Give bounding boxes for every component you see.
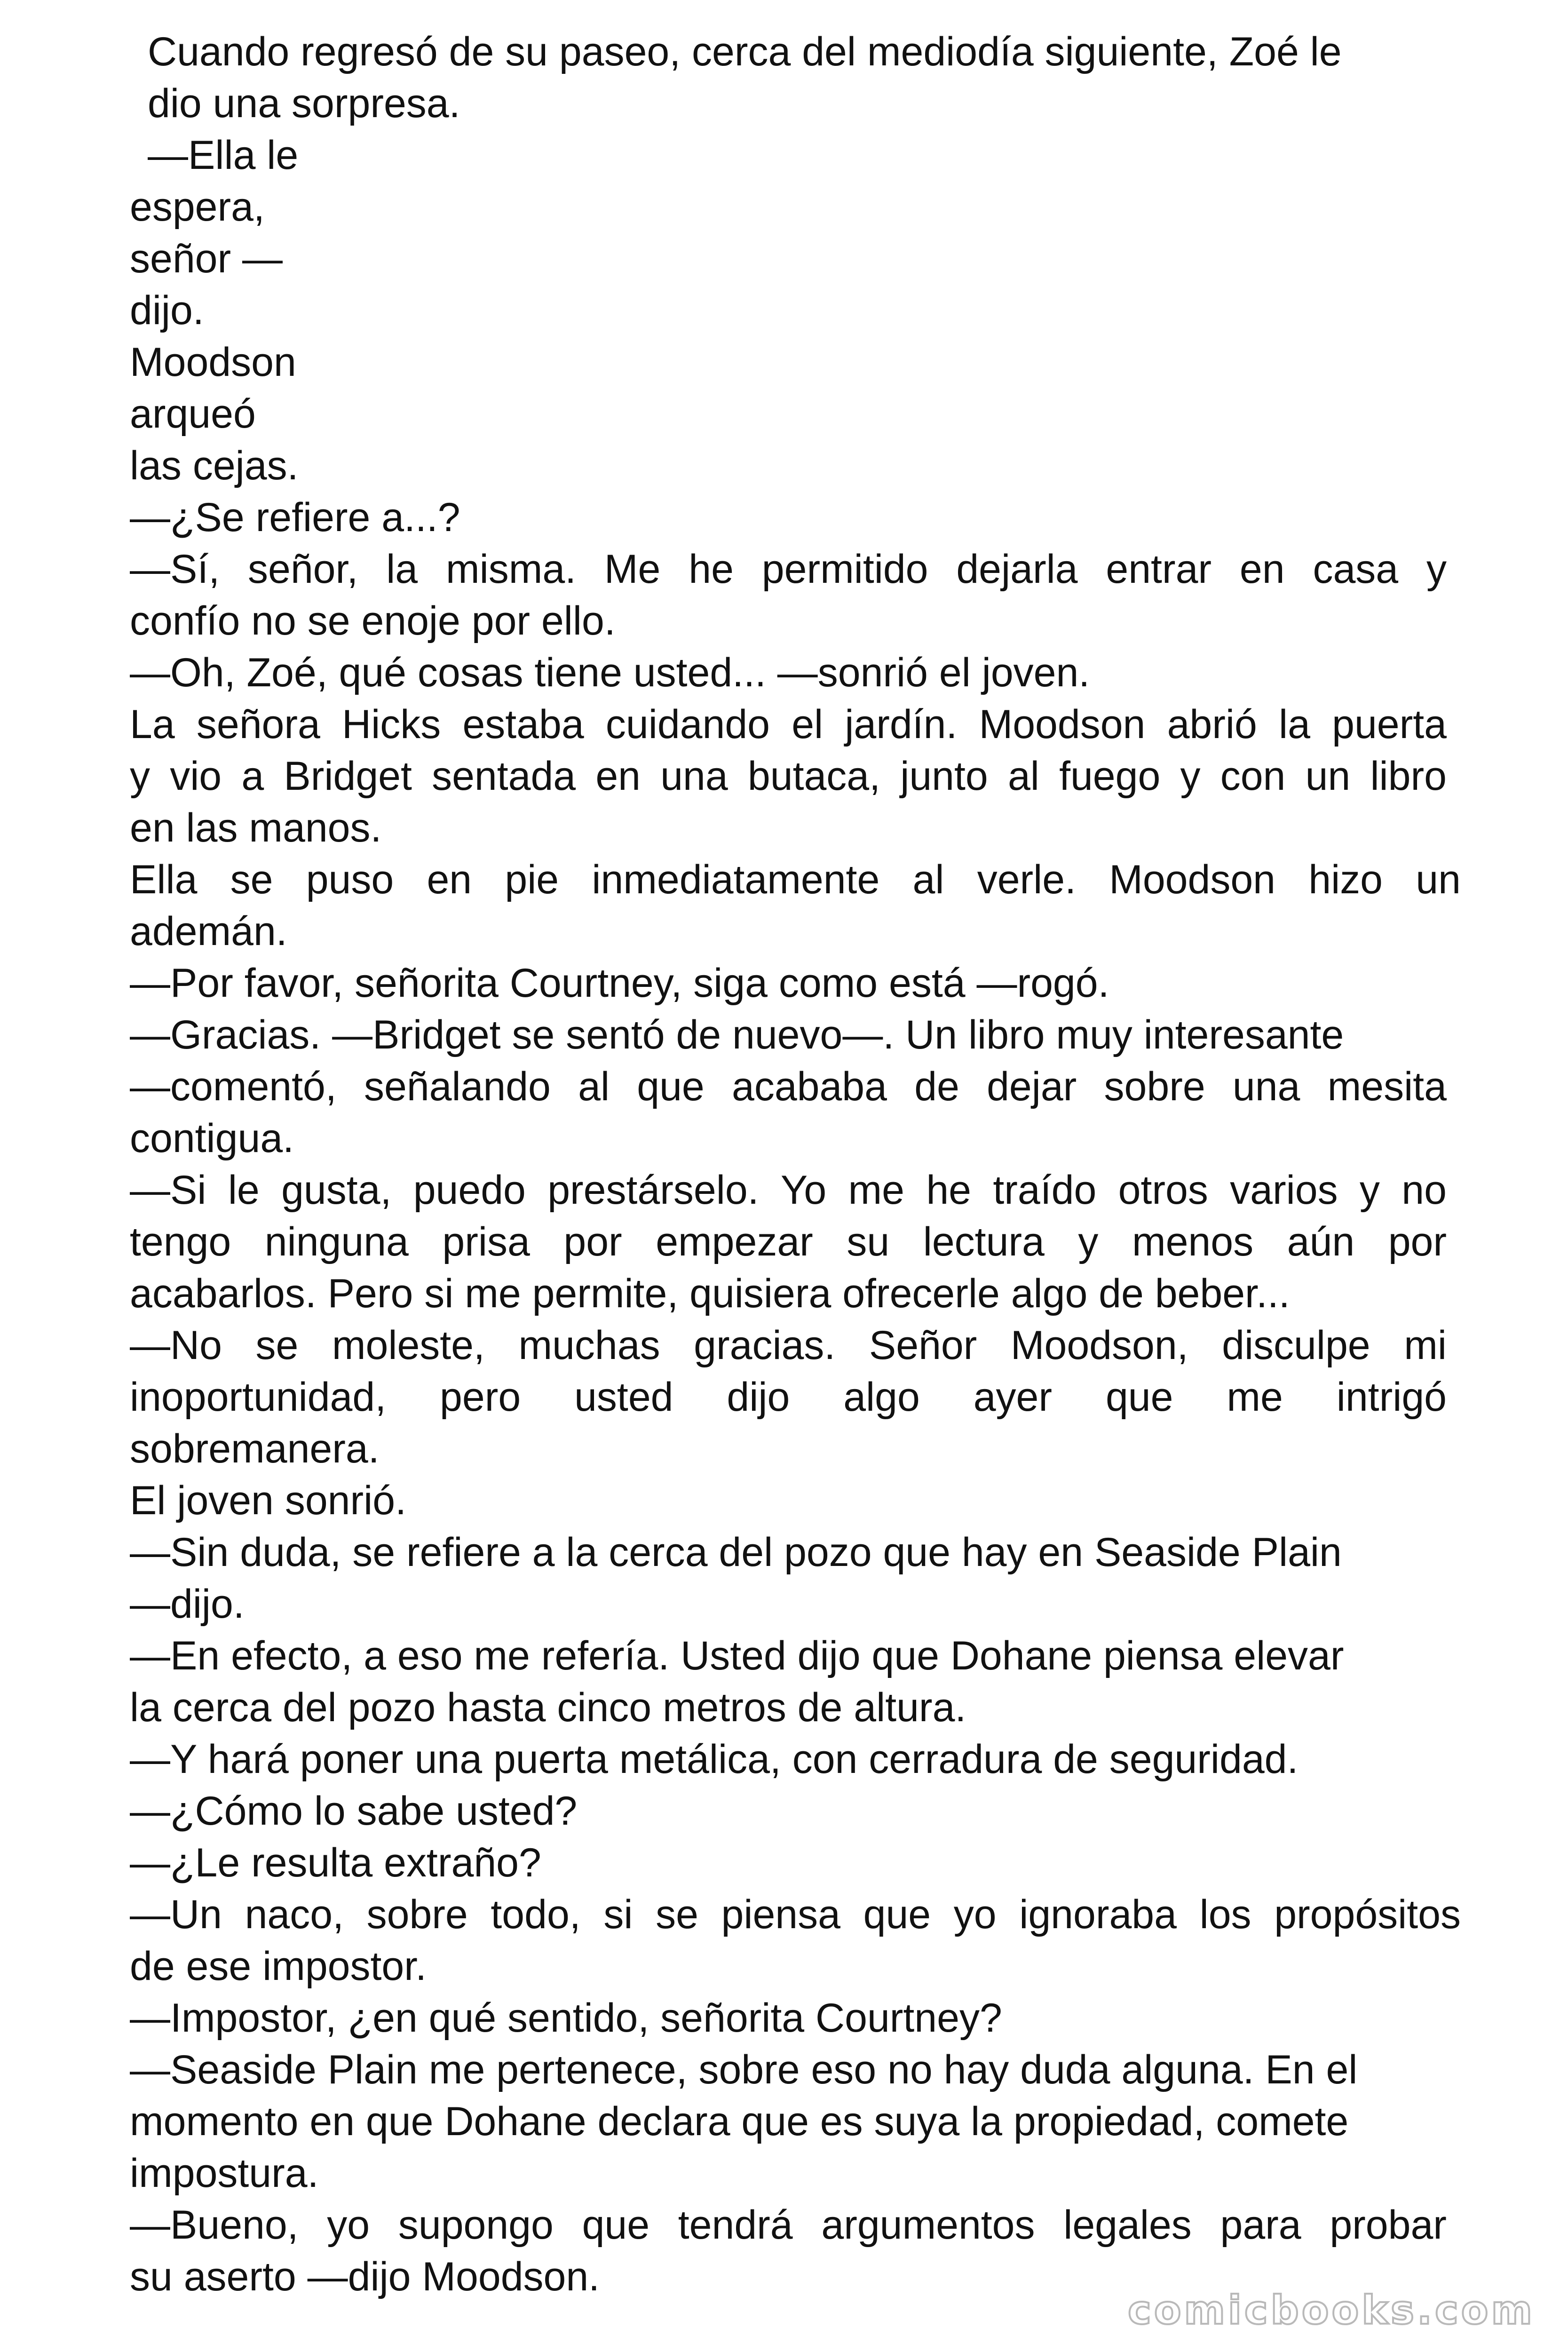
- word: hizo: [1308, 857, 1383, 902]
- word: por: [563, 1219, 622, 1264]
- word: moleste,: [332, 1323, 485, 1368]
- word: prestárselo.: [547, 1168, 759, 1213]
- word: un: [1305, 754, 1351, 799]
- word: en: [595, 754, 641, 799]
- word: entrar: [1106, 547, 1212, 592]
- word: inmediatamente: [592, 857, 880, 902]
- word: usted: [574, 1375, 673, 1420]
- text-line: —¿Se refiere a...?: [130, 495, 460, 540]
- word: prisa: [442, 1219, 530, 1264]
- text-line: las cejas.: [130, 443, 299, 488]
- word: —Bueno,: [130, 2202, 299, 2248]
- text-line: —Seaside Plain me pertenece, sobre eso no hay duda alguna. En el: [130, 2047, 1358, 2092]
- text-line: [130, 1164, 1447, 1216]
- text-line: —¿Le resulta extraño?: [130, 1840, 541, 1885]
- word: sentada: [432, 754, 576, 799]
- word: verle.: [977, 857, 1076, 902]
- text-line: —dijo.: [130, 1581, 245, 1627]
- word: supongo: [398, 2202, 554, 2248]
- word: Bridget: [284, 754, 412, 799]
- text-line: arqueó: [130, 391, 256, 437]
- word: Moodson: [1109, 857, 1276, 902]
- word: piensa: [721, 1892, 840, 1937]
- word: lectura: [923, 1219, 1045, 1264]
- word: que: [863, 1892, 931, 1937]
- text-line: momento en que Dohane declara que es suya la propiedad, comete: [130, 2099, 1349, 2144]
- word: vio: [170, 754, 222, 799]
- word: Yo: [780, 1168, 827, 1213]
- text-line: —Impostor, ¿en qué sentido, señorita Courtney?: [130, 1995, 1002, 2041]
- word: al: [1007, 754, 1039, 799]
- word: junto: [900, 754, 988, 799]
- word: gracias.: [694, 1323, 836, 1368]
- word: una: [660, 754, 728, 799]
- word: el: [792, 702, 824, 747]
- word: al: [912, 857, 944, 902]
- word: señalando: [364, 1064, 551, 1109]
- word: —comentó,: [130, 1064, 337, 1109]
- text-line: —Por favor, señorita Courtney, siga como está —rogó.: [130, 961, 1109, 1006]
- word: dejarla: [956, 547, 1078, 592]
- word: abrió: [1167, 702, 1257, 747]
- text-line: —Sin duda, se refiere a la cerca del pozo que hay en Seaside Plain: [130, 1530, 1342, 1575]
- word: los: [1199, 1892, 1251, 1937]
- text-line: dio una sorpresa.: [148, 81, 460, 126]
- word: se: [255, 1323, 299, 1368]
- word: Hicks: [342, 702, 441, 747]
- word: un: [1416, 857, 1461, 902]
- text-line: contigua.: [130, 1116, 294, 1161]
- word: que: [582, 2202, 650, 2248]
- word: —Sí,: [130, 547, 220, 592]
- word: no: [1402, 1168, 1447, 1213]
- word: pie: [505, 857, 559, 902]
- word: una: [1232, 1064, 1300, 1109]
- text-line: —Oh, Zoé, qué cosas tiene usted... —sonrió el joven.: [130, 650, 1090, 695]
- word: disculpe: [1222, 1323, 1370, 1368]
- text-line: [130, 543, 1447, 595]
- word: varios: [1230, 1168, 1338, 1213]
- text-line: [130, 854, 1461, 906]
- word: inoportunidad,: [130, 1375, 387, 1420]
- text-line: dijo.: [130, 288, 204, 333]
- word: fuego: [1059, 754, 1161, 799]
- text-line: —En efecto, a eso me refería. Usted dijo que Dohane piensa elevar: [130, 1633, 1344, 1678]
- word: legales: [1063, 2202, 1192, 2248]
- text-line: [130, 699, 1447, 750]
- word: argumentos: [821, 2202, 1035, 2248]
- word: aún: [1287, 1219, 1355, 1264]
- word: de: [914, 1064, 959, 1109]
- word: ninguna: [264, 1219, 409, 1264]
- text-line: impostura.: [130, 2151, 319, 2196]
- word: a: [241, 754, 264, 799]
- word: para: [1220, 2202, 1301, 2248]
- text-line: El joven sonrió.: [130, 1478, 406, 1523]
- word: permitido: [761, 547, 928, 592]
- text-line: —Y hará poner una puerta metálica, con cerradura de seguridad.: [130, 1737, 1299, 1782]
- word: por: [1388, 1219, 1447, 1264]
- word: acababa: [731, 1064, 887, 1109]
- word: intrigó: [1336, 1375, 1447, 1420]
- text-line: acabarlos. Pero si me permite, quisiera ofrecerle algo de beber...: [130, 1271, 1290, 1316]
- word: algo: [843, 1375, 920, 1420]
- word: he: [689, 547, 734, 592]
- word: y: [1426, 547, 1447, 592]
- word: señora: [196, 702, 320, 747]
- word: dijo: [727, 1375, 790, 1420]
- word: butaca,: [747, 754, 881, 799]
- word: Moodson,: [1010, 1323, 1188, 1368]
- word: puso: [306, 857, 394, 902]
- text-line: sobremanera.: [130, 1426, 380, 1471]
- word: y: [1359, 1168, 1380, 1213]
- word: señor,: [248, 547, 358, 592]
- word: la: [386, 547, 418, 592]
- word: sobre: [1104, 1064, 1205, 1109]
- word: puedo: [413, 1168, 526, 1213]
- word: se: [230, 857, 273, 902]
- word: ignoraba: [1019, 1892, 1177, 1937]
- text-line: [130, 1061, 1447, 1112]
- word: yo: [953, 1892, 997, 1937]
- text-line: ademán.: [130, 909, 287, 954]
- word: La: [130, 702, 175, 747]
- word: en: [1239, 547, 1285, 592]
- word: Me: [604, 547, 661, 592]
- word: la: [1279, 702, 1310, 747]
- word: misma.: [445, 547, 577, 592]
- word: mi: [1404, 1323, 1447, 1368]
- text-line: Cuando regresó de su paseo, cerca del mediodía siguiente, Zoé le: [148, 29, 1342, 74]
- word: me: [1227, 1375, 1283, 1420]
- word: su: [847, 1219, 890, 1264]
- word: que: [1105, 1375, 1173, 1420]
- word: naco,: [245, 1892, 344, 1937]
- text-line: señor —: [130, 236, 283, 281]
- word: mesita: [1327, 1064, 1447, 1109]
- word: todo,: [491, 1892, 581, 1937]
- word: —Si: [130, 1168, 206, 1213]
- text-line: Moodson: [130, 340, 296, 385]
- word: Moodson: [979, 702, 1146, 747]
- word: se: [656, 1892, 698, 1937]
- text-line: —Gracias. —Bridget se sentó de nuevo—. Un libro muy interesante: [130, 1012, 1344, 1057]
- word: tendrá: [678, 2202, 793, 2248]
- text-line: espera,: [130, 184, 265, 230]
- word: gusta,: [281, 1168, 392, 1213]
- word: con: [1220, 754, 1286, 799]
- word: dejar: [987, 1064, 1077, 1109]
- word: menos: [1132, 1219, 1254, 1264]
- text-line: [130, 2199, 1447, 2251]
- word: otros: [1118, 1168, 1208, 1213]
- text-line: [130, 1216, 1447, 1268]
- word: me: [848, 1168, 904, 1213]
- word: en: [427, 857, 472, 902]
- word: Ella: [130, 857, 198, 902]
- word: y: [1180, 754, 1201, 799]
- word: casa: [1313, 547, 1399, 592]
- text-line: —¿Cómo lo sabe usted?: [130, 1788, 578, 1834]
- word: yo: [327, 2202, 370, 2248]
- watermark-logo: comicbooks.com: [1128, 2287, 1535, 2333]
- word: y: [1078, 1219, 1099, 1264]
- word: Señor: [869, 1323, 977, 1368]
- word: y: [130, 754, 150, 799]
- text-line: —Ella le: [148, 133, 299, 178]
- word: al: [578, 1064, 610, 1109]
- word: le: [228, 1168, 260, 1213]
- word: probar: [1330, 2202, 1447, 2248]
- word: jardín.: [845, 702, 958, 747]
- word: si: [603, 1892, 633, 1937]
- word: —Un: [130, 1892, 222, 1937]
- text-line: de ese impostor.: [130, 1944, 427, 1989]
- word: he: [926, 1168, 972, 1213]
- text-line: [130, 1319, 1447, 1371]
- word: puerta: [1332, 702, 1447, 747]
- text-line: la cerca del pozo hasta cinco metros de altura.: [130, 1685, 966, 1730]
- word: muchas: [518, 1323, 660, 1368]
- word: libro: [1370, 754, 1447, 799]
- word: sobre: [366, 1892, 468, 1937]
- text-line: su aserto —dijo Moodson.: [130, 2254, 600, 2299]
- word: empezar: [656, 1219, 813, 1264]
- word: propósitos: [1274, 1892, 1461, 1937]
- text-line: [130, 750, 1447, 802]
- word: ayer: [973, 1375, 1053, 1420]
- word: traído: [993, 1168, 1097, 1213]
- text-line: confío no se enoje por ello.: [130, 598, 616, 644]
- word: que: [637, 1064, 705, 1109]
- word: pero: [440, 1375, 521, 1420]
- word: —No: [130, 1323, 222, 1368]
- word: tengo: [130, 1219, 231, 1264]
- text-line: [130, 1889, 1461, 1940]
- word: estaba: [462, 702, 584, 747]
- text-line: en las manos.: [130, 805, 382, 850]
- text-line: [130, 1371, 1447, 1423]
- word: cuidando: [605, 702, 770, 747]
